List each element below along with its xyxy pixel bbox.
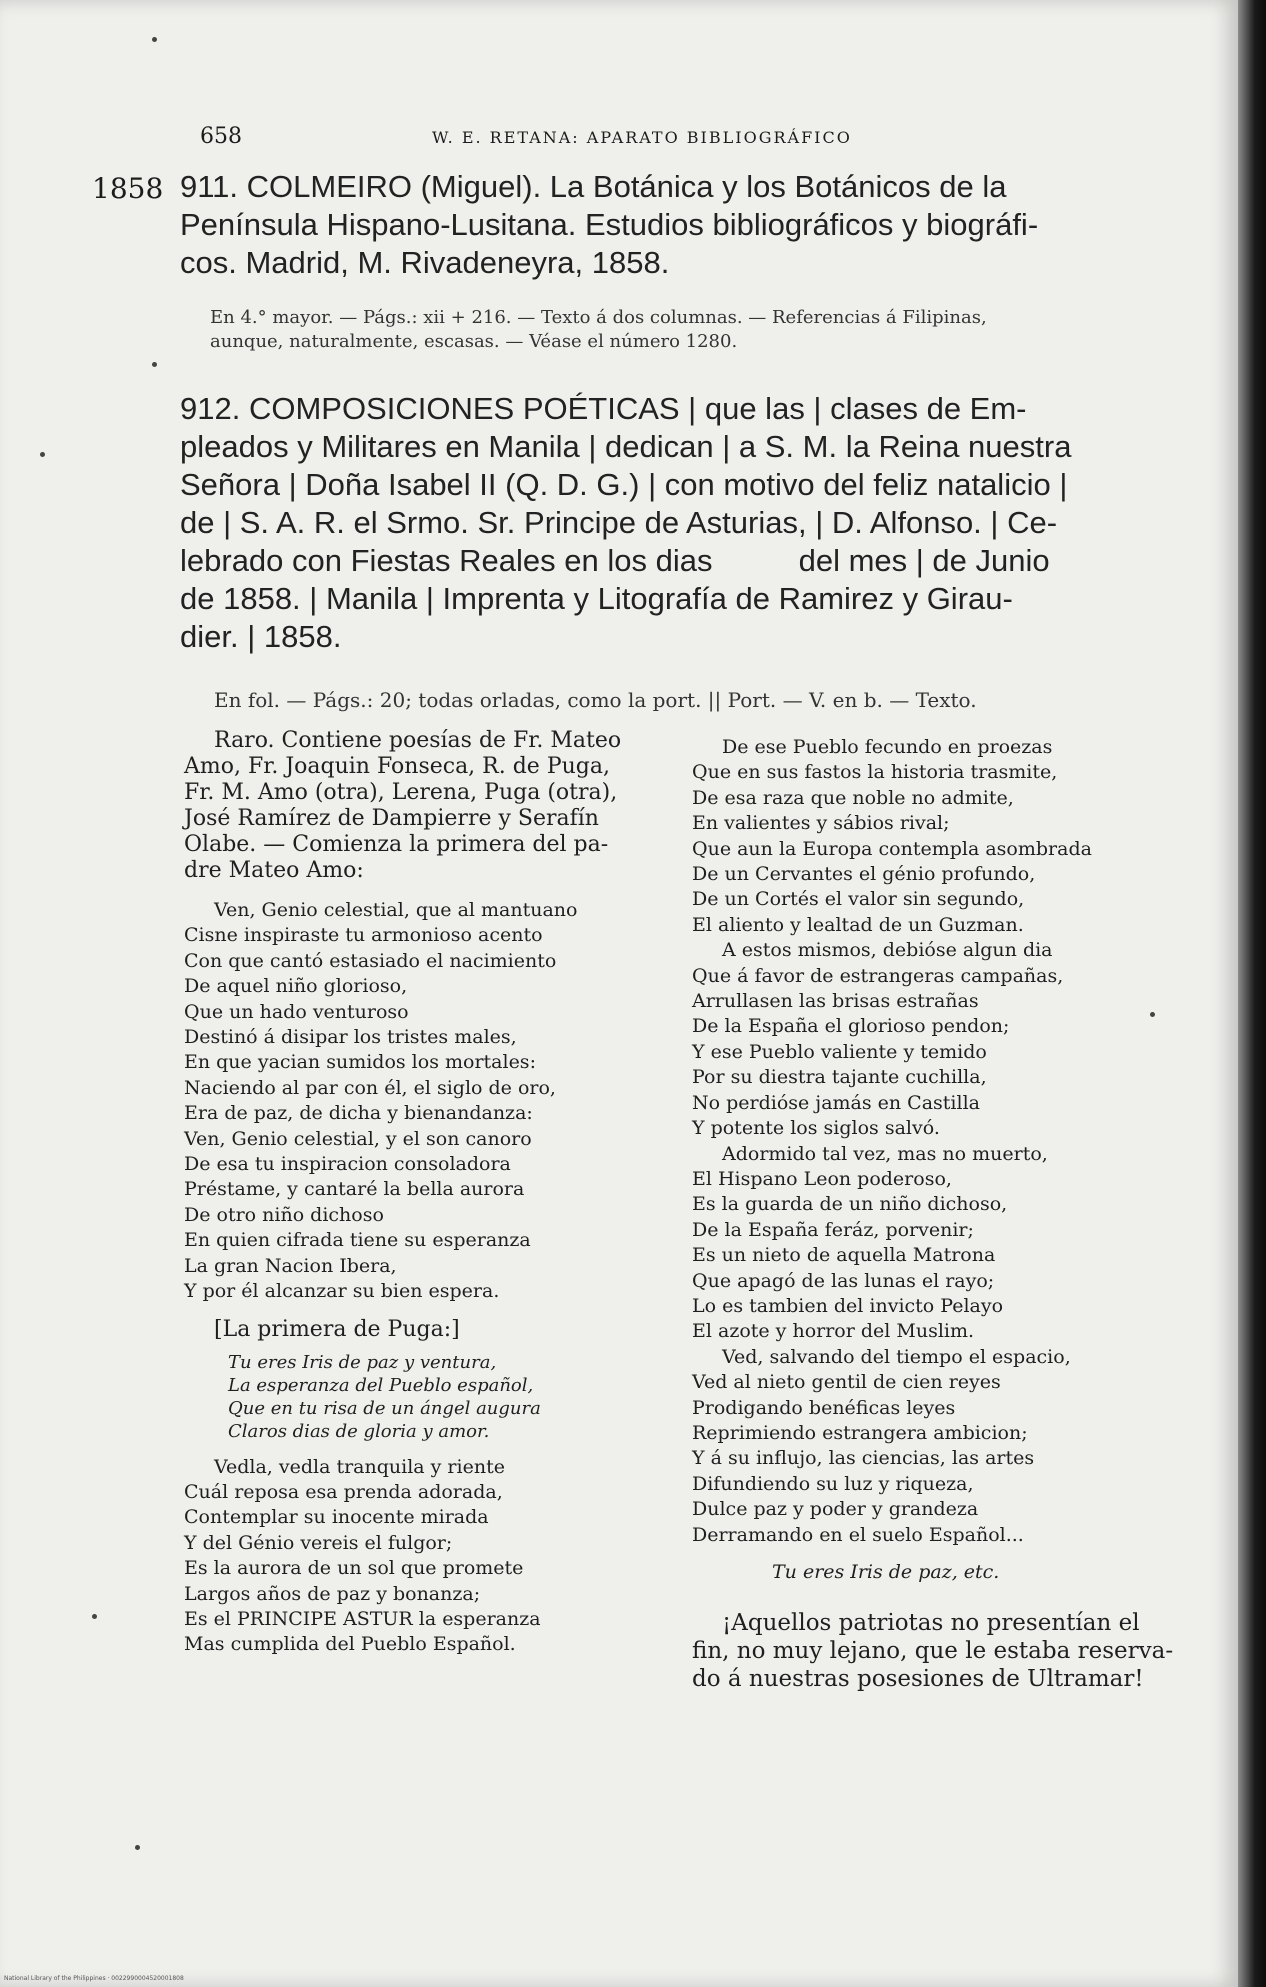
verse-line: De la España feráz, porvenir; (692, 1218, 974, 1241)
verse-line: Reprimiendo estrangera ambicion; (692, 1421, 1028, 1444)
verse-line: Que á favor de estrangeras campañas, (692, 964, 1064, 987)
text-line: Olabe. — Comienza la primera del pa- (184, 832, 609, 857)
scan-speck (40, 452, 45, 457)
scan-speck (152, 37, 157, 42)
poem-puga (184, 1455, 684, 1658)
text-line: Raro. Contiene poesías de Fr. Mateo (214, 728, 622, 753)
verse-line: En quien cifrada tiene su esperanza (184, 1229, 531, 1252)
verse-line: Por su diestra tajante cuchilla, (692, 1066, 987, 1089)
entry-912 (180, 390, 1170, 656)
scan-speck (1150, 1012, 1155, 1017)
entry-line: pleados y Militares en Manila | dedican | a S. M. la Reina nuestra (180, 429, 1072, 464)
verse-line: Es un nieto de aquella Matrona (692, 1244, 996, 1267)
verse-line: El Hispano Leon poderoso, (692, 1167, 952, 1190)
verse-line: Ven, Genio celestial, y el son canoro (184, 1127, 532, 1150)
entry-line: de 1858. | Manila | Imprenta y Litografía de Ramirez y Girau- (180, 581, 1013, 616)
verse-line: De otro niño dichoso (184, 1203, 384, 1226)
verse-line: Que un hado venturoso (184, 1000, 409, 1023)
verse-line: En valientes y sábios rival; (692, 812, 950, 835)
verse-line: Largos años de paz y bonanza; (184, 1582, 481, 1605)
scan-speck (135, 1845, 140, 1850)
refrain-line: Tu eres Iris de paz, etc. (772, 1561, 1000, 1583)
page-edge (1238, 0, 1266, 1987)
verse-line: Contemplar su inocente mirada (184, 1506, 489, 1529)
page-number: 658 (200, 124, 242, 149)
text-line: Amo, Fr. Joaquin Fonseca, R. de Puga, (184, 754, 610, 779)
text-line: dre Mateo Amo: (184, 858, 364, 883)
entry-912-note: En fol. — Págs.: 20; todas orladas, como la port. || Port. — V. en b. — Texto. (214, 688, 977, 712)
verse-line: Arrullasen las brisas estrañas (692, 990, 979, 1013)
scan-speck (92, 1614, 97, 1619)
verse-line: Y del Génio vereis el fulgor; (184, 1531, 453, 1554)
verse-line: Y ese Pueblo valiente y temido (692, 1040, 987, 1063)
verse-line: Es el PRINCIPE ASTUR la esperanza (184, 1607, 541, 1630)
verse-line: La esperanza del Pueblo español, (228, 1374, 534, 1396)
italic-refrain (184, 1351, 684, 1443)
verse-line: Y á su influjo, las ciencias, las artes (692, 1447, 1035, 1470)
verse-line: Derramando en el suelo Español... (692, 1523, 1024, 1546)
entry-line: cos. Madrid, M. Rivadeneyra, 1858. (180, 245, 670, 280)
entry-line: Señora | Doña Isabel II (Q. D. G.) | con motivo del feliz natalicio | (180, 467, 1068, 502)
verse-line: Tu eres Iris de paz y ventura, (228, 1351, 497, 1373)
text-line: fin, no muy lejano, que le estaba reserva- (692, 1638, 1174, 1665)
section-label: [La primera de Puga:] (214, 1316, 460, 1342)
verse-line: Vedla, vedla tranquila y riente (214, 1455, 505, 1478)
verse-line: Es la guarda de un niño dichoso, (692, 1193, 1008, 1216)
verse-line: Ved, salvando del tiempo el espacio, (722, 1345, 1071, 1368)
verse-line: Que en sus fastos la historia trasmite, (692, 761, 1058, 784)
entry-line: Península Hispano-Lusitana. Estudios bibliográficos y biográfi- (180, 207, 1039, 242)
verse-line: El azote y horror del Muslim. (692, 1320, 975, 1343)
verse-line: Cisne inspiraste tu armonioso acento (184, 924, 543, 947)
text-line: do á nuestras posesiones de Ultramar! (692, 1666, 1144, 1693)
text-line: José Ramírez de Dampierre y Serafín (184, 806, 599, 831)
verse-line: Que en tu risa de un ángel augura (228, 1397, 541, 1419)
poem-amo (184, 898, 684, 1305)
verse-line: De esa raza que noble no admite, (692, 786, 1014, 809)
verse-line: Claros dias de gloria y amor. (228, 1420, 490, 1442)
verse-line: De aquel niño glorioso, (184, 975, 408, 998)
verse-line: Con que cantó estasiado el nacimiento (184, 949, 557, 972)
entry-line: lebrado con Fiestas Reales en los dias del mes | de Junio (180, 543, 1050, 578)
verse-line: A estos mismos, debióse algun dia (722, 939, 1053, 962)
intro-paragraph (184, 728, 684, 884)
verse-line: Lo es tambien del invicto Pelayo (692, 1294, 1004, 1317)
verse-line: Préstame, y cantaré la bella aurora (184, 1178, 525, 1201)
verse-line: De un Cervantes el génio profundo, (692, 863, 1036, 886)
verse-line: De ese Pueblo fecundo en proezas (722, 736, 1053, 758)
text-line: Fr. M. Amo (otra), Lerena, Puga (otra), (184, 780, 618, 805)
year-marker: 1858 (92, 172, 164, 205)
verse-line: Es la aurora de un sol que promete (184, 1557, 524, 1580)
entry-line: 911. COLMEIRO (Miguel). La Botánica y los Botánicos de la (180, 169, 1007, 204)
verse-line: Era de paz, de dicha y bienandanza: (184, 1102, 533, 1125)
left-column (184, 728, 684, 1658)
verse-line: La gran Nacion Ibera, (184, 1254, 397, 1277)
verse-line: Naciendo al par con él, el siglo de oro, (184, 1076, 556, 1099)
poem-continuation (692, 735, 1192, 1548)
verse-line: Que aun la Europa contempla asombrada (692, 837, 1092, 860)
verse-line: De esa tu inspiracion consoladora (184, 1153, 511, 1176)
entry-line: de | S. A. R. el Srmo. Sr. Principe de Asturias, | D. Alfonso. | Ce- (180, 505, 1058, 540)
scan-speck (152, 362, 157, 367)
verse-line: Dulce paz y poder y grandeza (692, 1498, 979, 1521)
verse-line: Mas cumplida del Pueblo Español. (184, 1633, 516, 1656)
right-column (692, 735, 1192, 1693)
verse-line: Destinó á disipar los tristes males, (184, 1026, 517, 1049)
running-title: W. E. RETANA: APARATO BIBLIOGRÁFICO (432, 128, 852, 147)
verse-line: Cuál reposa esa prenda adorada, (184, 1480, 503, 1503)
closing-paragraph (692, 1609, 1192, 1693)
note-line: En 4.° mayor. — Págs.: xii + 216. — Texto á dos columnas. — Referencias á Filipinas, (210, 307, 987, 328)
verse-line: Y por él alcanzar su bien espera. (184, 1280, 500, 1303)
entry-line: dier. | 1858. (180, 619, 342, 654)
verse-line: De un Cortés el valor sin segundo, (692, 888, 1025, 911)
verse-line: Que apagó de las lunas el rayo; (692, 1269, 995, 1292)
entry-line: 912. COMPOSICIONES POÉTICAS | que las | clases de Em- (180, 391, 1027, 426)
verse-line: Prodigando benéficas leyes (692, 1396, 956, 1419)
verse-line: Difundiendo su luz y riqueza, (692, 1472, 974, 1495)
verse-line: Y potente los siglos salvó. (692, 1117, 940, 1140)
verse-line: Ven, Genio celestial, que al mantuano (214, 899, 578, 921)
note-line: aunque, naturalmente, escasas. — Véase el número 1280. (210, 331, 738, 352)
verse-line: Adormido tal vez, mas no muerto, (722, 1142, 1048, 1165)
scan-footer: National Library of the Philippines · 0022990004520001808 (4, 1975, 184, 1982)
verse-line: En que yacian sumidos los mortales: (184, 1051, 536, 1074)
verse-line: El aliento y lealtad de un Guzman. (692, 913, 1024, 936)
entry-911-note (210, 306, 1170, 354)
verse-line: De la España el glorioso pendon; (692, 1015, 1010, 1038)
verse-line: Ved al nieto gentil de cien reyes (692, 1371, 1001, 1394)
verse-line: No perdióse jamás en Castilla (692, 1091, 980, 1114)
text-line: ¡Aquellos patriotas no presentían el (722, 1610, 1140, 1637)
entry-911 (180, 168, 1170, 282)
